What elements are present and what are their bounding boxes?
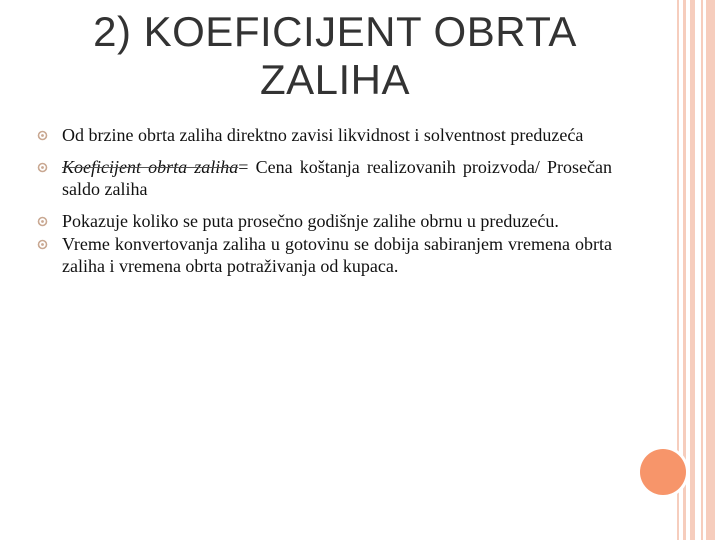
- bullet-item: [37, 156, 612, 200]
- decorative-stripe: [690, 0, 695, 540]
- slide-title: [70, 8, 600, 104]
- bullet-term: Koeficijent obrta zaliha: [62, 157, 239, 177]
- bullet-text: Od brzine obrta zaliha direktno zavisi likvidnost i solventnost preduzeća: [62, 125, 584, 145]
- decorative-stripe: [701, 0, 703, 540]
- bullet-text: = Cena koštanja realizovanih proizvoda/ Prosečan saldo zaliha: [62, 157, 613, 199]
- ring-bullet-icon: [37, 239, 48, 250]
- bullet-item: [37, 124, 612, 146]
- decorative-stripe: [706, 0, 715, 540]
- bullet-list: [37, 124, 612, 277]
- bullet-text: Pokazuje koliko se puta prosečno godišnje zalihe obrnu u preduzeću.: [62, 211, 559, 231]
- bullet-item: [37, 233, 612, 277]
- ring-bullet-icon: [37, 216, 48, 227]
- bullet-item: [37, 210, 612, 232]
- decorative-circle: [640, 449, 686, 495]
- title-line-2: ZALIHA: [259, 56, 411, 103]
- title-line-1: 2) KOEFICIJENT OBRTA: [93, 8, 577, 55]
- decorative-stripe: [683, 0, 686, 540]
- bullet-text: Vreme konvertovanja zaliha u gotovinu se dobija sabiranjem vremena obrta zaliha i vremena obrta potraživanja od kupaca.: [62, 234, 612, 276]
- ring-bullet-icon: [37, 162, 48, 173]
- ring-bullet-icon: [37, 130, 48, 141]
